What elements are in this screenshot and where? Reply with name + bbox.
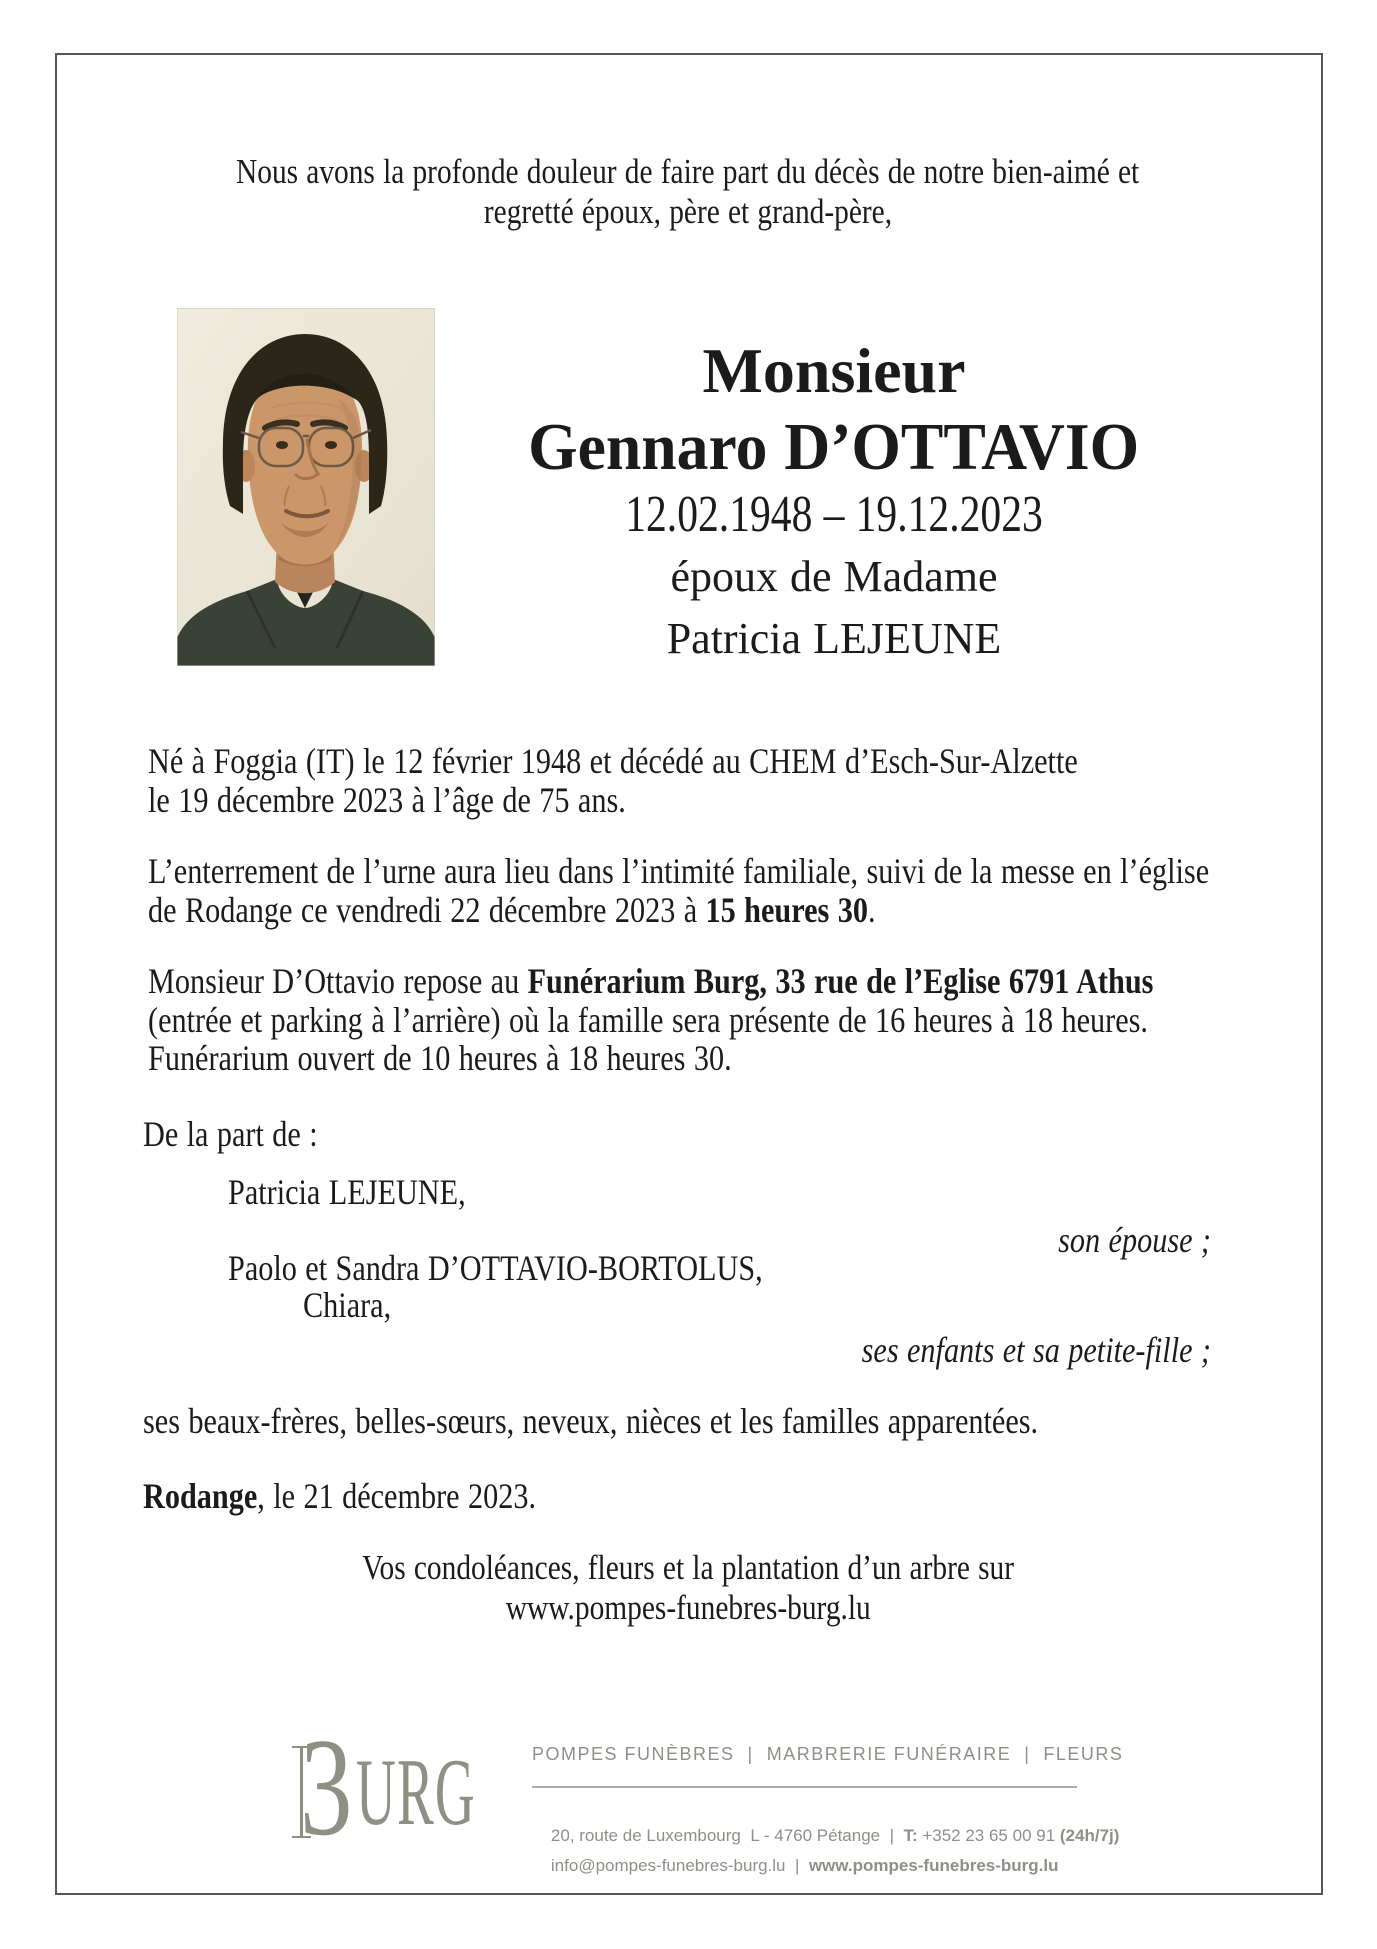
footer-divider: [532, 1786, 1077, 1788]
footer-phone: +352 23 65 00 91: [917, 1826, 1060, 1845]
intro-line-2: regretté époux, père et grand-père,: [483, 192, 893, 231]
spouse-name: Patricia LEJEUNE: [666, 614, 1002, 663]
family-grandchild: Chiara,: [303, 1285, 392, 1325]
funerarium-address-bold: Funérarium Burg, 33 rue de l’Eglise 6791 Athus: [527, 961, 1154, 1001]
funeral-time-bold: 15 heures 30: [705, 889, 868, 930]
condolences-website: www.pompes-funebres-burg.lu: [505, 1588, 871, 1627]
deceased-name-block: [384, 330, 1284, 690]
repose-line-2: (entrée et parking à l’arrière) où la famille sera présente de 16 heures à 18 heures.: [148, 999, 1148, 1040]
birth-death-line-1: Né à Foggia (IT) le 12 février 1948 et décédé au CHEM d’Esch-Sur-Alzette: [148, 741, 1078, 781]
deceased-title: Monsieur: [702, 335, 966, 406]
intro-text: [38, 152, 1338, 232]
logo-letters: URG: [356, 1739, 476, 1845]
condolences-block: [38, 1548, 1338, 1628]
funeral-paragraph: [148, 852, 1324, 929]
footer-contact-line: [532, 1836, 1058, 1896]
burg-logo: [298, 1710, 518, 1865]
footer-website: www.pompes-funebres-burg.lu: [808, 1856, 1059, 1875]
footer-services-line: POMPES FUNÈBRES | MARBRERIE FUNÉRAIRE | FLEURS: [532, 1744, 1124, 1764]
footer-address: 20, route de Luxembourg L - 4760 Pétange |: [550, 1826, 904, 1845]
spouse-of-line: époux de Madame: [670, 552, 998, 601]
family-wife: Patricia LEJEUNE,: [228, 1172, 466, 1212]
family-relatives: ses beaux-frères, belles-sœurs, neveux, nièces et les familles apparentées.: [143, 1401, 1039, 1441]
intro-line-1: Nous avons la profonde douleur de faire part du décès de notre bien-aimé et: [236, 152, 1140, 191]
deceased-dates: 12.02.1948 – 19.12.2023: [625, 486, 1043, 543]
birth-death-line-2: le 19 décembre 2023 à l’âge de 75 ans.: [148, 779, 626, 820]
family-children-role: ses enfants et sa petite-fille ;: [861, 1330, 1211, 1370]
dateline-rest: , le 21 décembre 2023.: [257, 1476, 537, 1516]
repose-paragraph: [148, 962, 1324, 1078]
deceased-name: Gennaro D’OTTAVIO: [528, 410, 1140, 484]
footer-separator: |: [785, 1856, 809, 1875]
funeral-line-2-suffix: .: [867, 889, 876, 930]
family-wife-role: son épouse ;: [1058, 1220, 1211, 1260]
repose-line-1-prefix: Monsieur D’Ottavio repose au: [148, 961, 528, 1001]
dateline: [143, 1477, 815, 1516]
funeral-line-1: L’enterrement de l’urne aura lieu dans l’intimité familiale, suivi de la messe en l’église: [148, 851, 1210, 891]
dateline-place: Rodange: [143, 1476, 258, 1516]
footer-phone-label: T:: [903, 1826, 918, 1845]
condolences-line-1: Vos condoléances, fleurs et la plantation d’un arbre sur: [362, 1548, 1014, 1587]
footer-phone-hours: (24h/7j): [1059, 1826, 1120, 1845]
footer-email: info@pompes-funebres-burg.lu: [550, 1856, 786, 1875]
family-children: Paolo et Sandra D’OTTAVIO-BORTOLUS,: [228, 1248, 763, 1288]
logo-b-bowls: 3: [300, 1710, 353, 1865]
funeral-line-2-prefix: de Rodange ce vendredi 22 décembre 2023 à: [148, 889, 706, 930]
birth-death-paragraph: [148, 742, 1324, 819]
repose-line-3: Funérarium ouvert de 10 heures à 18 heures 30.: [148, 1038, 732, 1078]
family-heading: De la part de :: [143, 1114, 318, 1154]
